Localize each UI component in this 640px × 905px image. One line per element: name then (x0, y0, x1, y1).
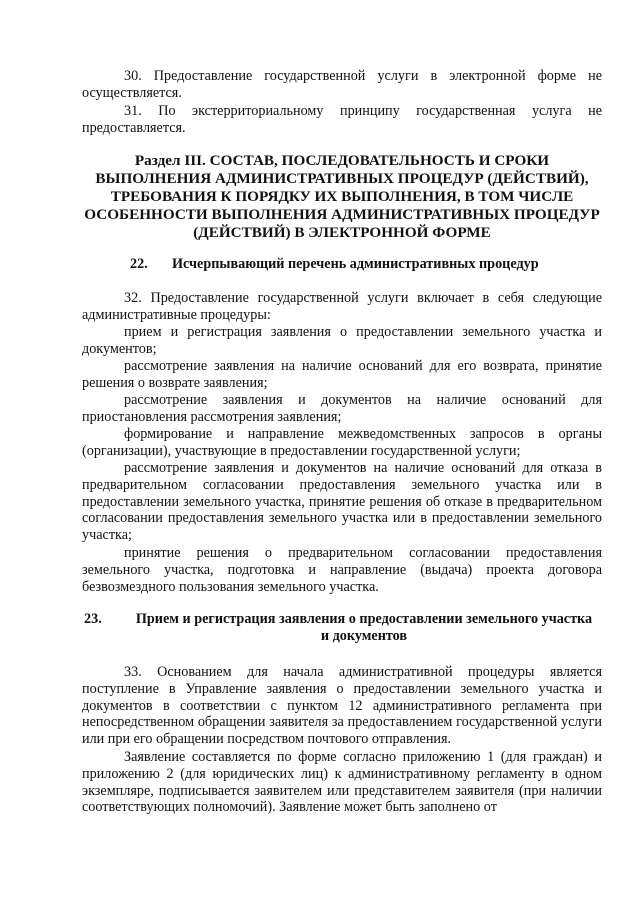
paragraph-32: 32. Предоставление государственной услуги включает в себя следующие административные процедуры: (82, 290, 602, 323)
subsection-22-title: Исчерпывающий перечень административных процедур (172, 256, 539, 272)
procedure-item-6: принятие решения о предварительном согласовании предоставления земельного участка, подготовка и направление (выдача) проекта договора безвозмездного пользования земельного участка. (82, 545, 602, 595)
subsection-23-title-line1: Прием и регистрация заявления о предоставлении земельного участка (135, 611, 593, 627)
procedure-item-5: рассмотрение заявления и документов на наличие оснований для отказа в предварительном согласовании предоставления земельного участка или в предоставлении земельного участка, принятие решения об отказе в предварительном согласовании предоставления земельного участка или в предоставлении земельного участка; (82, 460, 602, 544)
subsection-23-number: 23. (84, 611, 102, 627)
paragraph-application-form: Заявление составляется по форме согласно приложению 1 (для граждан) и приложению 2 (для юридических лиц) к административному регламенту в одном экземпляре, подписывается заявителем или представителем заявителя (при наличии соответствующих полномочий). Заявление может быть заполнено от (82, 749, 602, 816)
procedure-item-2: рассмотрение заявления на наличие оснований для его возврата, принятие решения о возврате заявления; (82, 358, 602, 391)
subsection-22-number: 22. (130, 256, 148, 272)
procedure-item-4: формирование и направление межведомственных запросов в органы (организации), участвующие в предоставлении государственной услуги; (82, 426, 602, 459)
procedure-item-1: прием и регистрация заявления о предоставлении земельного участка и документов; (82, 324, 602, 357)
procedure-item-3: рассмотрение заявления и документов на наличие оснований для приостановления рассмотрения заявления; (82, 392, 602, 425)
paragraph-31: 31. По экстерриториальному принципу государственная услуга не предоставляется. (82, 103, 602, 136)
paragraph-33: 33. Основанием для начала административной процедуры является поступление в Управление заявления о предоставлении земельного участка и документов в соответствии с пунктом 12 административного регламента при непосредственном обращении заявителя за предоставлением государственной услуги или при его обращении посредством почтового отправления. (82, 664, 602, 748)
paragraph-30: 30. Предоставление государственной услуги в электронной форме не осуществляется. (82, 68, 602, 101)
subsection-23-title-line2: и документов (320, 628, 408, 644)
section-3-title: Раздел III. СОСТАВ, ПОСЛЕДОВАТЕЛЬНОСТЬ И СРОКИ ВЫПОЛНЕНИЯ АДМИНИСТРАТИВНЫХ ПРОЦЕДУР (ДЕЙСТВИЙ), ТРЕБОВАНИЯ К ПОРЯДКУ ИХ ВЫПОЛНЕНИЯ, В ТОМ ЧИСЛЕ ОСОБЕННОСТИ ВЫПОЛНЕНИЯ АДМИНИСТРАТИВНЫХ ПРОЦЕДУР (ДЕЙСТВИЙ) В ЭЛЕКТРОННОЙ ФОРМЕ (84, 152, 600, 241)
